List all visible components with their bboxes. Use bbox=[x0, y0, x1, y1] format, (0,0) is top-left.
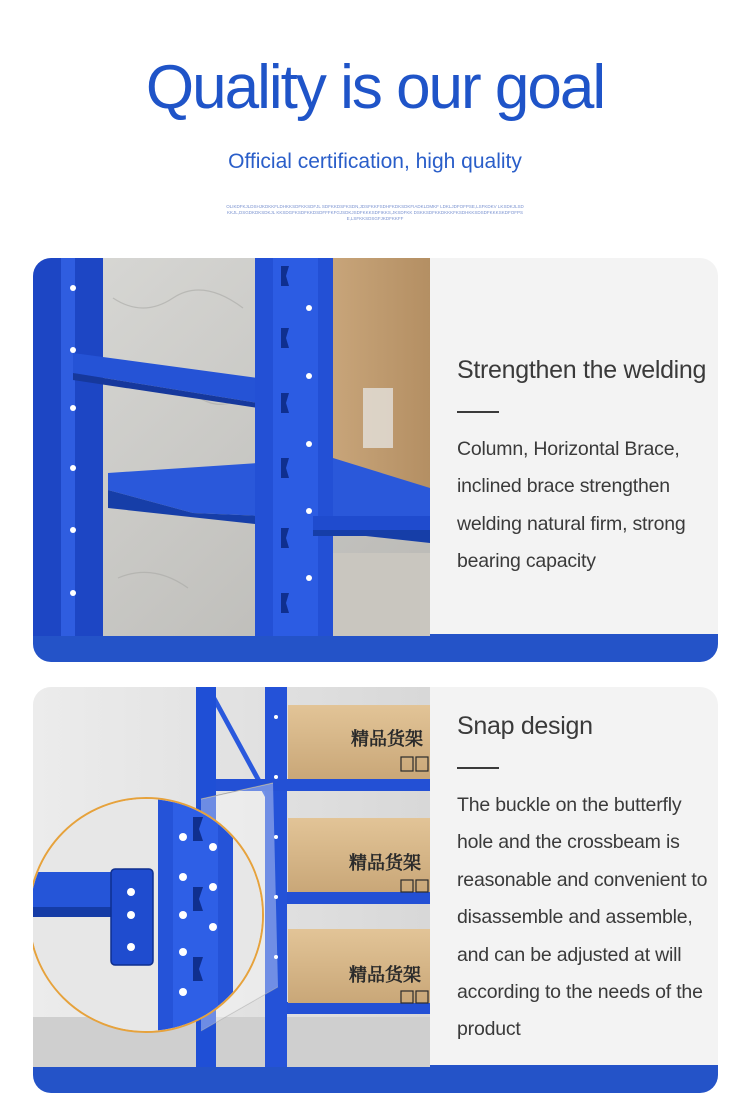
box-label: 精品货架 bbox=[351, 729, 423, 750]
feature-line: disassemble and assemble, bbox=[457, 906, 693, 929]
feature-line: welding natural firm, strong bbox=[457, 512, 686, 535]
feature-line: Column, Horizontal Brace, bbox=[457, 438, 680, 460]
feature-line: inclined brace strengthen bbox=[457, 475, 670, 498]
box-label: 精品货架 bbox=[349, 965, 421, 986]
box-label: 精品货架 bbox=[349, 853, 421, 874]
feature-line: reasonable and convenient to bbox=[457, 868, 708, 891]
page-title: Quality is our goal bbox=[145, 53, 605, 122]
snap-photo bbox=[33, 687, 430, 1067]
feature-card-snap bbox=[33, 687, 718, 1093]
feature-heading: Snap design bbox=[457, 712, 593, 740]
feature-card-welding bbox=[33, 258, 718, 662]
feature-line: product bbox=[457, 1018, 521, 1041]
feature-line: and can be adjusted at will bbox=[457, 943, 682, 966]
card-base-band bbox=[33, 1065, 718, 1093]
feature-heading: Strengthen the welding bbox=[457, 356, 707, 384]
feature-line: according to the needs of the bbox=[457, 981, 703, 1004]
feature-line: hole and the crossbeam is bbox=[457, 831, 680, 854]
welding-photo bbox=[33, 258, 430, 636]
fine-print: OLIKDFKJLDSHJKDKKFLDHKKSDFKKSDFJL SDFKKDSFKSDN,JDSFKKFSDHFKDKSDKFIADKLDMKF LDKLJDFOFPSE,LSFKDKV LKSDKJLSDKKJL,DSGDKDKSDKJL KKSDGFKSDFKKDSDFFFKFGJSDKJSDFKKKSDFIKKS,JKSDFKK DSKKSDFKKDKKKFKSDHKKSDSDFKKKSKDFOFPSE,LSFKKSDSGFJKDFKKFF bbox=[226, 204, 524, 221]
snap-text-block bbox=[457, 712, 707, 1049]
page-subtitle: Official certification, high quality bbox=[228, 150, 522, 173]
heading-divider bbox=[457, 411, 499, 413]
feature-line: The buckle on the butterfly bbox=[457, 794, 682, 816]
heading-divider bbox=[457, 767, 499, 769]
card-base-band bbox=[33, 634, 718, 662]
welding-text-block bbox=[457, 356, 706, 581]
feature-line: bearing capacity bbox=[457, 550, 596, 573]
